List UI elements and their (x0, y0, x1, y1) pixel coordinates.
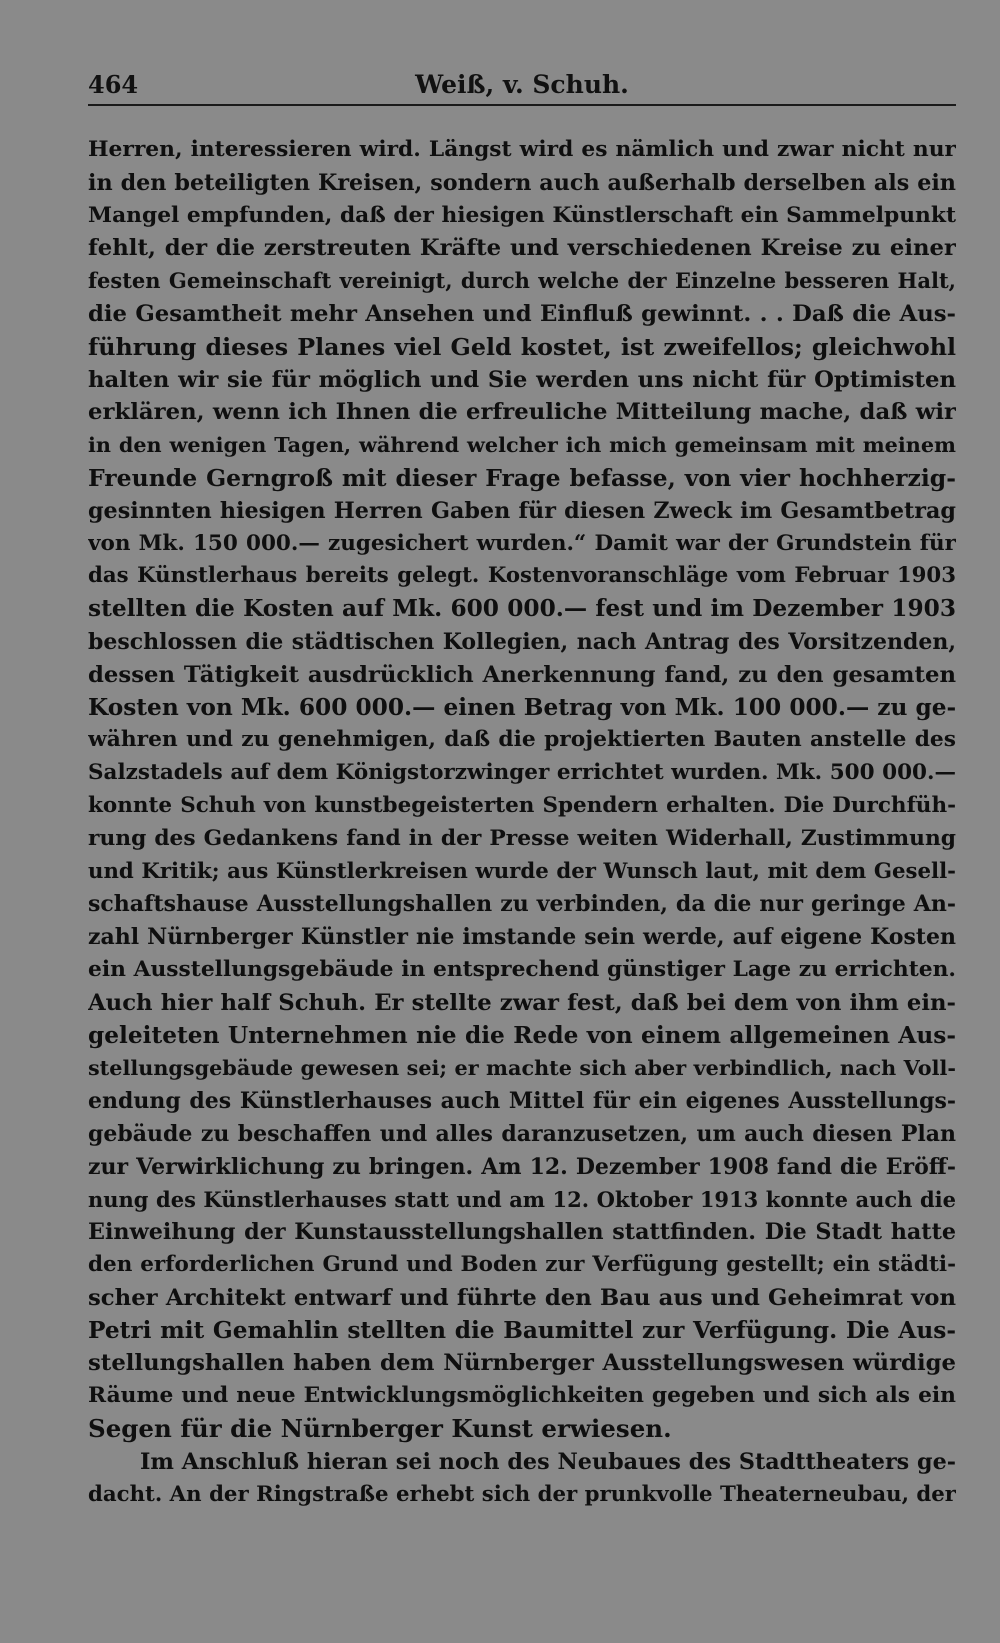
text-line: festen Gemeinschaft vereinigt, durch welche der Einzelne besseren Halt, (88, 268, 956, 294)
text-line: stellungsgebäude gewesen sei; er machte sich aber verbindlich, nach Voll- (88, 1056, 956, 1081)
text-line: dessen Tätigkeit ausdrücklich Anerkennung fand, zu den gesamten (88, 661, 956, 688)
text-line: stellungshallen haben dem Nürnberger Ausstellungswesen würdige (88, 1350, 956, 1377)
text-line: währen und zu genehmigen, daß die projektierten Bauten anstelle des (88, 727, 956, 753)
text-line: Auch hier half Schuh. Er stellte zwar fest, daß bei dem von ihm ein- (88, 989, 956, 1016)
text-line: fehlt, der die zerstreuten Kräfte und verschiedenen Kreise zu einer (88, 235, 956, 262)
text-line: nung des Künstlerhauses statt und am 12. Oktober 1913 konnte auch die (88, 1186, 956, 1212)
text-line: scher Architekt entwarf und führte den Bau aus und Geheimrat von (88, 1284, 956, 1311)
text-line: zahl Nürnberger Künstler nie imstande sein werde, auf eigene Kosten (88, 924, 956, 951)
text-line: geleiteten Unternehmen nie die Rede von einem allgemeinen Aus- (88, 1021, 956, 1049)
text-line: die Gesamtheit mehr Ansehen und Einfluß gewinnt. . . Daß die Aus- (88, 300, 956, 327)
header-rule (88, 104, 956, 106)
text-line: dacht. An der Ringstraße erhebt sich der prunkvolle Theaterneubau, der (88, 1481, 956, 1507)
text-line: Freunde Gerngroß mit dieser Frage befasse, von vier hochherzig- (88, 463, 956, 492)
text-line: halten wir sie für möglich und Sie werden uns nicht für Optimisten (88, 366, 956, 393)
text-line: Herren, interessieren wird. Längst wird es nämlich und zwar nicht nur (88, 137, 956, 162)
page-number: 464 (88, 70, 139, 99)
text-line: von Mk. 150 000.— zugesichert wurden.“ Damit war der Grundstein für (88, 530, 956, 556)
text-line: beschlossen die städtischen Kollegien, nach Antrag des Vorsitzenden, (88, 628, 956, 655)
text-line: gebäude zu beschaffen und alles daranzusetzen, um auch diesen Plan (88, 1120, 956, 1147)
text-line: Einweihung der Kunstausstellungshallen stattfinden. Die Stadt hatte (88, 1219, 956, 1246)
text-line: erklären, wenn ich Ihnen die erfreuliche Mitteilung mache, daß wir (88, 399, 956, 426)
text-line: Petri mit Gemahlin stellten die Baumittel zur Verfügung. Die Aus- (88, 1316, 956, 1344)
text-line: in den wenigen Tagen, während welcher ich mich gemeinsam mit meinem (88, 433, 956, 458)
text-line: Salzstadels auf dem Königstorzwinger errichtet wurden. Mk. 500 000.— (88, 760, 956, 786)
text-line: zur Verwirklichung zu bringen. Am 12. Dezember 1908 fand die Eröff- (88, 1153, 956, 1180)
text-line: Räume und neue Entwicklungsmöglichkeiten gegeben und sich als ein (88, 1383, 956, 1409)
text-line: konnte Schuh von kunstbegeisterten Spendern erhalten. Die Durchfüh- (88, 792, 956, 818)
text-line: Kosten von Mk. 600 000.— einen Betrag von Mk. 100 000.— zu ge- (88, 693, 956, 721)
body-text (88, 134, 956, 1511)
text-line: Segen für die Nürnberger Kunst erwiesen. (88, 1414, 672, 1444)
text-line: Im Anschluß hieran sei noch des Neubaues des Stadttheaters ge- (140, 1448, 956, 1475)
text-line: und Kritik; aus Künstlerkreisen wurde der Wunsch laut, mit dem Gesell- (88, 858, 956, 884)
page-header (88, 64, 956, 104)
text-line: rung des Gedankens fand in der Presse weiten Widerhall, Zustimmung (88, 825, 956, 851)
text-line: führung dieses Planes viel Geld kostet, ist zweifellos; gleichwohl (88, 332, 956, 361)
running-head: Weiß, v. Schuh. (415, 70, 629, 99)
text-line: den erforderlichen Grund und Boden zur Verfügung gestellt; ein städti- (88, 1252, 956, 1278)
text-line: schaftshause Ausstellungshallen zu verbinden, da die nur geringe An- (88, 891, 956, 918)
text-line: stellten die Kosten auf Mk. 600 000.— fest und im Dezember 1903 (88, 595, 956, 623)
text-line: Mangel empfunden, daß der hiesigen Künstlerschaft ein Sammelpunkt (88, 202, 956, 228)
text-line: in den beteiligten Kreisen, sondern auch außerhalb derselben als ein (88, 169, 956, 196)
text-line: das Künstlerhaus bereits gelegt. Kostenvoranschläge vom Februar 1903 (88, 563, 956, 589)
text-line: ein Ausstellungsgebäude in entsprechend günstiger Lage zu errichten. (88, 956, 956, 982)
text-line: gesinnten hiesigen Herren Gaben für diesen Zweck im Gesamtbetrag (88, 497, 956, 524)
text-line: endung des Künstlerhauses auch Mittel für ein eigenes Ausstellungs- (88, 1088, 956, 1115)
